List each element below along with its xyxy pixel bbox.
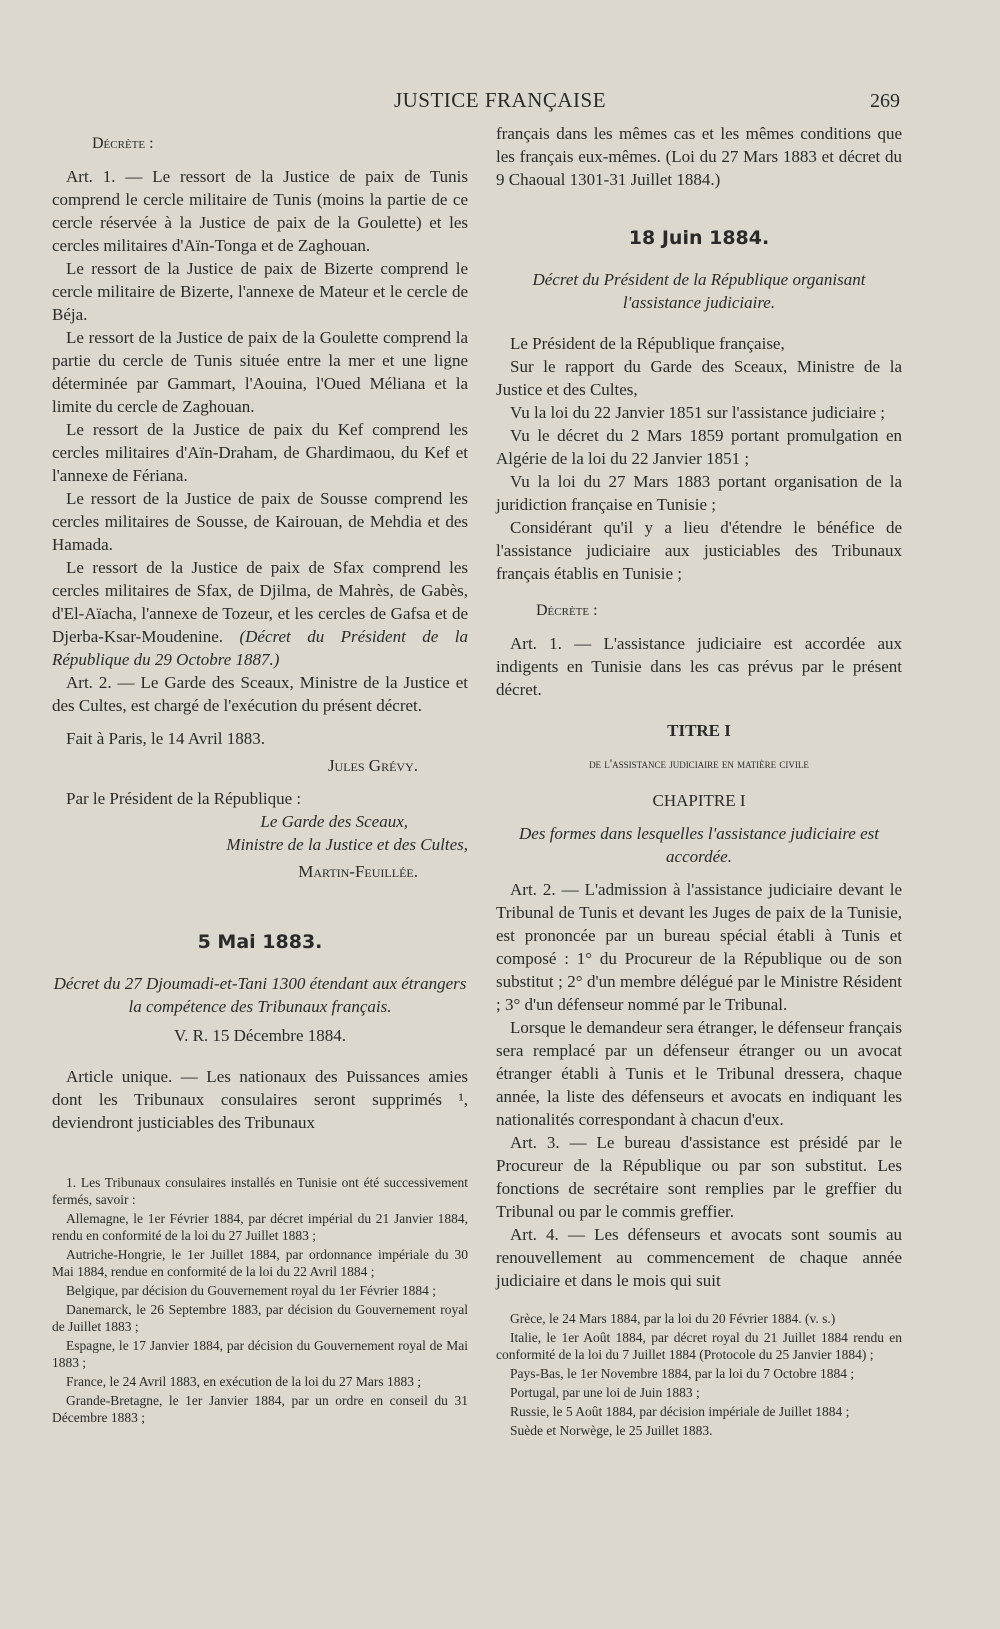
signature-martin-feuillee: Martin-Feuillée. [298, 862, 418, 881]
footnote: Belgique, par décision du Gouvernement royal du 1er Février 1884 ; [66, 1283, 437, 1298]
continuation-paragraph: français dans les mêmes cas et les mêmes conditions que les français eux-mêmes. (Loi du 27 Mars 1883 et décret du 9 Chaoual 1301-31 Juillet 1884.) [496, 124, 902, 189]
par-president: Par le Président de la République : [66, 789, 302, 808]
footnotes-right [496, 1310, 902, 1439]
article-1-paragraph: Le ressort de la Justice de paix de Bizerte comprend le cercle militaire de Bizerte, l'annexe de Mateur et le cercle de Béja. [52, 259, 468, 324]
preamble-line: Vu la loi du 27 Mars 1883 portant organisation de la juridiction française en Tunisie ; [496, 472, 902, 514]
article-1-paragraph: Art. 1. — Le ressort de la Justice de paix de Tunis comprend le cercle militaire de Tunis (moins la partie de ce cercle réservée à la Justice de paix de la Goulette) et les cercles militaires d'Aïn-Tonga et de Zaghouan. [52, 167, 468, 255]
running-header: JUSTICE FRANÇAISE [393, 88, 607, 112]
minister-line-1: Le Garde des Sceaux, [260, 812, 408, 831]
footnote: France, le 24 Avril 1883, en exécution de la loi du 27 Mars 1883 ; [66, 1374, 422, 1389]
article-unique: Article unique. — Les nationaux des Puissances amies dont les Tribunaux consulaires seront supprimés ¹, deviendront justiciables des Tribunaux [52, 1067, 468, 1132]
titre-subheading: de l'assistance judiciaire en matière civile [589, 756, 809, 771]
decree-title: Décret du Président de la République organisant l'assistance judiciaire. [532, 270, 866, 312]
article-1-text: Le ressort de la Justice de paix de Sfax comprend les cercles militaires de Sfax, de Djilma, de Mahrès, de Gabès, d'El-Aïacha, l'annexe de Tozeur, et les cercles de Gafsa et de Djerba-Ksar-Moudenine. [52, 558, 468, 646]
footnote: Italie, le 1er Août 1884, par décret royal du 21 Juillet 1884 rendu en conformité de la loi du 7 Juillet 1884 (Protocole du 25 Janvier 1884) ; [496, 1330, 902, 1362]
article-1-paragraph: Le ressort de la Justice de paix de la Goulette comprend la partie du cercle de Tunis située entre la mer et une ligne déterminée par Gammart, l'Aouina, l'Oued Méliana et la limite du cercle de Zaghouan. [52, 328, 468, 416]
fait-line: Fait à Paris, le 14 Avril 1883. [66, 729, 265, 748]
preamble-line: Le Président de la République française, [510, 334, 785, 353]
decrete-label: Décrète : [92, 135, 154, 152]
footnotes-left [52, 1174, 468, 1426]
preamble-line: Vu le décret du 2 Mars 1859 portant promulgation en Algérie de la loi du 22 Janvier 1851 ; [496, 426, 902, 468]
date-heading: 5 Mai 1883. [197, 931, 323, 953]
footnote: Espagne, le 17 Janvier 1884, par décision du Gouvernement royal de Mai 1883 ; [52, 1338, 468, 1370]
left-column [52, 122, 468, 1428]
article-1-paragraph: Le ressort de la Justice de paix de Sousse comprend les cercles militaires de Sousse, de Kairouan, de Mehdia et des Hamada. [52, 489, 468, 554]
page-number: 269 [870, 90, 900, 112]
signature-grevy: Jules Grévy. [327, 756, 418, 775]
article-2: Art. 2. — L'admission à l'assistance judiciaire devant le Tribunal de Tunis et devant les Juges de paix de la Tunisie, est prononcée par un bureau spécial établi à Tunis et composé : 1° du Procureur de la République ou de son substitut ; 2° d'un membre délégué par le Ministre Résident ; 3° d'un défenseur nommé par le Tribunal. [496, 880, 902, 1014]
decree-title: Décret du 27 Djoumadi-et-Tani 1300 étendant aux étrangers la compétence des Tribunaux français. [53, 974, 467, 1016]
article-1-paragraph [52, 556, 468, 671]
titre-heading: TITRE I [667, 721, 731, 740]
article-1: Art. 1. — L'assistance judiciaire est accordée aux indigents en Tunisie dans les cas prévus par le présent décret. [496, 634, 902, 699]
article-2: Art. 2. — Le Garde des Sceaux, Ministre de la Justice et des Cultes, est chargé de l'exécution du présent décret. [52, 673, 468, 715]
citation: (Décret du Président de la République du 29 Octobre 1887.) [52, 627, 468, 669]
article-2-paragraph: Lorsque le demandeur sera étranger, le défenseur français sera remplacé par un défenseur étranger ou un avocat étranger établi à Tunis et le Tribunal dressera, chaque année, la liste des défenseurs et avocats en indiquant les nationalités correspondant à chacun d'eux. [496, 1018, 903, 1129]
footnote: Allemagne, le 1er Février 1884, par décret impérial du 21 Janvier 1884, rendu en conformité de la loi du 27 Juillet 1883 ; [52, 1211, 468, 1243]
minister-line-2: Ministre de la Justice et des Cultes, [226, 835, 468, 854]
chapitre-title: Des formes dans lesquelles l'assistance judiciaire est accordée. [519, 824, 879, 866]
decrete-label: Décrète : [536, 602, 598, 619]
chapitre-heading: CHAPITRE I [652, 791, 746, 810]
footnote: Grèce, le 24 Mars 1884, par la loi du 20 Février 1884. (v. s.) [510, 1311, 836, 1326]
footnote: Portugal, par une loi de Juin 1883 ; [510, 1385, 700, 1400]
article-3: Art. 3. — Le bureau d'assistance est présidé par le Procureur de la République ou par son substitut. Les fonctions de secrétaire sont remplies par le greffier du Tribunal ou par le commis greffier. [496, 1133, 902, 1221]
date-heading: 18 Juin 1884. [628, 227, 770, 249]
article-4: Art. 4. — Les défenseurs et avocats sont soumis au renouvellement au commencement de chaque année judiciaire et dans le mois qui suit [496, 1225, 902, 1290]
right-column [496, 122, 902, 1441]
footnote: Pays-Bas, le 1er Novembre 1884, par la loi du 7 Octobre 1884 ; [510, 1366, 855, 1381]
vr-reference: V. R. 15 Décembre 1884. [173, 1026, 347, 1045]
footnote: 1. Les Tribunaux consulaires installés en Tunisie ont été successivement fermés, savoir : [52, 1175, 468, 1207]
preamble-line: Sur le rapport du Garde des Sceaux, Ministre de la Justice et des Cultes, [496, 357, 902, 399]
footnote: Danemarck, le 26 Septembre 1883, par décision du Gouvernement royal de Juillet 1883 ; [52, 1302, 468, 1334]
preamble-line: Considérant qu'il y a lieu d'étendre le bénéfice de l'assistance judiciaire aux justiciables des Tribunaux français établis en Tunisie ; [496, 518, 902, 583]
article-1-paragraph: Le ressort de la Justice de paix du Kef comprend les cercles militaires d'Aïn-Draham, de Ghardimaou, du Kef et l'annexe de Fériana. [52, 420, 468, 485]
footnote: Russie, le 5 Août 1884, par décision impériale de Juillet 1884 ; [510, 1404, 850, 1419]
footnote: Suède et Norwège, le 25 Juillet 1883. [510, 1423, 713, 1438]
footnote: Grande-Bretagne, le 1er Janvier 1884, par un ordre en conseil du 31 Décembre 1883 ; [52, 1393, 468, 1425]
footnote: Autriche-Hongrie, le 1er Juillet 1884, par ordonnance impériale du 30 Mai 1884, rendue en conformité de la loi du 22 Avril 1884 ; [52, 1247, 468, 1279]
preamble-line: Vu la loi du 22 Janvier 1851 sur l'assistance judiciaire ; [510, 403, 886, 422]
